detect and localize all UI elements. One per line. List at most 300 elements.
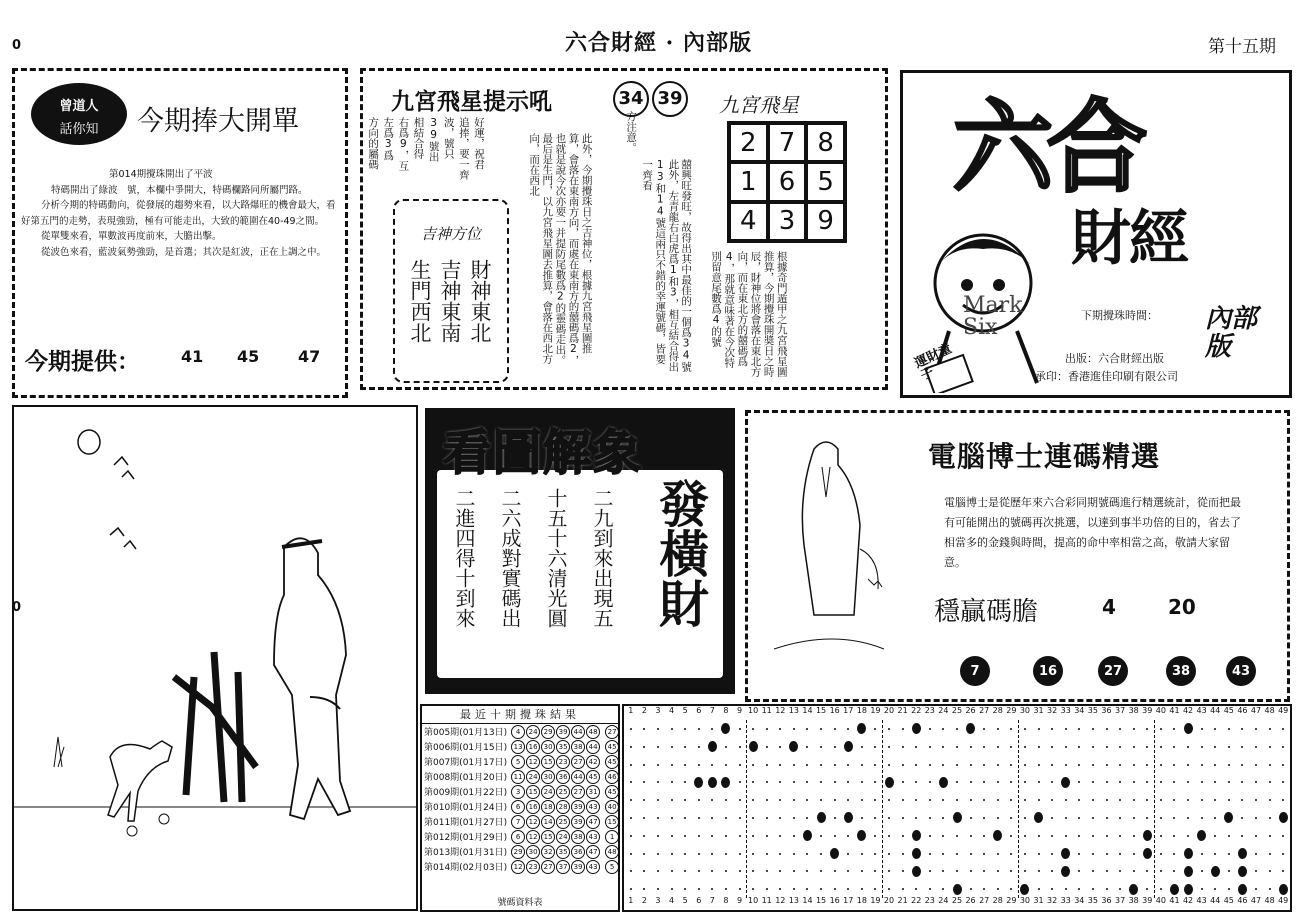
chart-grid-dot [1051, 835, 1053, 837]
star-text-col: 39號出 [427, 117, 440, 162]
chart-grid-dot [671, 728, 673, 730]
direction-label: 財神 [468, 259, 492, 301]
chart-grid-dot [1119, 853, 1121, 855]
chart-grid-dot [752, 817, 754, 819]
chart-grid-dot [1269, 781, 1271, 783]
chart-column-label: 19 [870, 706, 881, 715]
chart-grid-dot [1146, 817, 1148, 819]
chart-grid-dot [1092, 781, 1094, 783]
period-cell: 第005期(01月13日) [424, 728, 508, 738]
chart-hit-mark [1129, 884, 1138, 895]
chart-grid-dot [766, 799, 768, 801]
table-row [422, 739, 622, 754]
chart-grid-dot [1106, 764, 1108, 766]
grid-cell: 7 [768, 123, 807, 162]
chart-grid-dot [983, 853, 985, 855]
chart-column-label: 23 [924, 706, 935, 715]
chart-column-label: 40 [1155, 706, 1166, 715]
chart-grid-dot [739, 870, 741, 872]
chart-grid-dot [1106, 781, 1108, 783]
chart-grid-dot [793, 888, 795, 890]
chart-grid-dot [793, 817, 795, 819]
chart-grid-dot [766, 835, 768, 837]
chart-column-label: 45 [1223, 896, 1234, 905]
chart-grid-dot [671, 746, 673, 748]
chart-grid-dot [1201, 764, 1203, 766]
chart-grid-dot [1065, 799, 1067, 801]
chart-grid-dot [1010, 728, 1012, 730]
riddle-char: 到 [590, 528, 614, 548]
chart-column-label: 8 [723, 706, 729, 715]
chart-column-label: 13 [788, 706, 799, 715]
chart-grid-dot [1119, 835, 1121, 837]
drawn-number: 14 [541, 815, 555, 829]
chart-grid-dot [997, 764, 999, 766]
direction-label: 生門 [408, 259, 432, 301]
publisher: 出版：六合財經出版 [1065, 352, 1164, 365]
table-row [422, 754, 622, 769]
numbers-cell [509, 754, 603, 769]
chart-grid-dot [1160, 888, 1162, 890]
chart-grid-dot [942, 835, 944, 837]
chart-grid-dot [942, 799, 944, 801]
chart-grid-dot [752, 835, 754, 837]
chart-grid-dot [956, 781, 958, 783]
drawn-number: 48 [586, 725, 600, 739]
chart-column-label: 48 [1264, 896, 1275, 905]
special-number: 5 [605, 860, 619, 874]
chart-grid-dot [643, 835, 645, 837]
chart-grid-dot [970, 888, 972, 890]
chart-grid-dot [997, 853, 999, 855]
table-row [422, 784, 622, 799]
chart-grid-dot [1078, 817, 1080, 819]
chart-grid-dot [902, 817, 904, 819]
chart-grid-dot [1133, 817, 1135, 819]
chart-grid-dot [970, 835, 972, 837]
chart-hit-mark [830, 848, 839, 859]
drawn-number: 38 [571, 740, 585, 754]
chart-grid-dot [671, 853, 673, 855]
chart-grid-dot [1255, 888, 1257, 890]
chart-column-label: 44 [1210, 896, 1221, 905]
drawn-number: 29 [511, 845, 525, 859]
provide-label: 今期提供： [25, 349, 140, 375]
chart-grid-dot [711, 764, 713, 766]
chart-column-label: 29 [1006, 896, 1017, 905]
chart-hit-mark [1238, 884, 1247, 895]
drawn-number: 7 [511, 815, 525, 829]
chart-column-label: 44 [1210, 706, 1221, 715]
chart-grid-dot [1241, 817, 1243, 819]
chart-grid-dot [861, 764, 863, 766]
chart-grid-dot [630, 888, 632, 890]
chart-grid-dot [630, 764, 632, 766]
chart-grid-dot [739, 799, 741, 801]
logo-sub: 財經 [1071, 204, 1187, 274]
table-row [422, 829, 622, 844]
chart-column-label: 15 [815, 706, 827, 715]
drawn-number: 12 [526, 755, 540, 769]
chart-grid-dot [1269, 799, 1271, 801]
chart-grid-dot [1269, 728, 1271, 730]
chart-grid-dot [671, 870, 673, 872]
chart-column-label: 8 [723, 896, 729, 905]
results-panel [420, 704, 620, 912]
period-cell: 第013期(01月31日) [424, 848, 508, 858]
chart-column-label: 45 [1223, 706, 1234, 715]
steady-number: 4 [1102, 595, 1116, 619]
results-footer: 號碼資料表 [497, 898, 543, 908]
chart-hit-mark [1238, 848, 1247, 859]
chart-column-label: 38 [1128, 706, 1139, 715]
chart-grid-dot [1173, 728, 1175, 730]
chart-grid-dot [1214, 817, 1216, 819]
chart-grid-dot [1010, 799, 1012, 801]
chart-grid-dot [1106, 835, 1108, 837]
riddle-char: 到 [452, 588, 476, 608]
chart-grid-dot [1078, 799, 1080, 801]
directions-box [393, 199, 509, 383]
chart-grid-dot [874, 799, 876, 801]
chart-grid-dot [861, 817, 863, 819]
chart-grid-dot [1133, 746, 1135, 748]
chart-hit-mark [885, 777, 894, 788]
table-row [422, 844, 622, 859]
chart-column-label: 13 [788, 896, 799, 905]
chart-hit-mark [1143, 830, 1152, 841]
chart-column-label: 20 [883, 896, 895, 905]
chart-column-label: 25 [951, 896, 963, 905]
chart-header-numbers [624, 706, 1290, 720]
chart-grid-dot [1078, 746, 1080, 748]
provide-number: 45 [237, 347, 260, 366]
chart-grid-dot [1214, 853, 1216, 855]
riddle-char: 二 [590, 488, 614, 508]
chart-grid-dot [997, 746, 999, 748]
chart-grid-dot [1269, 835, 1271, 837]
steady-number: 20 [1168, 595, 1196, 619]
drawn-number: 45 [586, 770, 600, 784]
chart-grid-dot [643, 746, 645, 748]
chart-grid-dot [779, 728, 781, 730]
special-cell [603, 739, 622, 754]
chart-hit-mark [1061, 777, 1070, 788]
numbers-cell [509, 724, 603, 739]
chart-grid-dot [1282, 728, 1284, 730]
chart-grid-dot [820, 746, 822, 748]
chart-grid-dot [684, 799, 686, 801]
chart-column-label: 16 [829, 896, 840, 905]
chart-grid-dot [1255, 799, 1257, 801]
chart-grid-dot [1269, 746, 1271, 748]
chart-grid-dot [630, 781, 632, 783]
chart-column-label: 23 [924, 896, 935, 905]
chart-grid-dot [929, 746, 931, 748]
chart-grid-dot [630, 799, 632, 801]
chart-column-label: 19 [870, 896, 881, 905]
chart-grid-dot [874, 835, 876, 837]
chart-grid-dot [1092, 888, 1094, 890]
chart-grid-dot [630, 817, 632, 819]
chart-grid-dot [1024, 781, 1026, 783]
chart-grid-dot [888, 817, 890, 819]
chart-grid-dot [1051, 817, 1053, 819]
chart-column-label: 28 [992, 896, 1003, 905]
chart-grid-dot [915, 781, 917, 783]
chart-grid-dot [1051, 728, 1053, 730]
chart-grid-dot [847, 835, 849, 837]
chart-grid-dot [698, 835, 700, 837]
special-number: 40 [605, 800, 619, 814]
chart-grid-dot [1228, 870, 1230, 872]
chart-grid-dot [861, 888, 863, 890]
drawn-number: 18 [541, 800, 555, 814]
chart-column-label: 35 [1087, 896, 1098, 905]
chart-column-label: 16 [829, 706, 840, 715]
star-text-left [366, 117, 485, 201]
drawn-number: 39 [571, 860, 585, 874]
drawn-number: 24 [541, 785, 555, 799]
chart-grid-dot [806, 870, 808, 872]
numbers-cell [509, 799, 603, 814]
chart-grid-dot [983, 799, 985, 801]
chart-grid-dot [1201, 799, 1203, 801]
chart-hit-mark [966, 723, 975, 734]
special-cell [603, 784, 622, 799]
drawn-number: 6 [511, 800, 525, 814]
chart-grid-dot [1146, 888, 1148, 890]
chart-grid-dot [739, 764, 741, 766]
chart-column-label: 31 [1033, 896, 1044, 905]
chart-grid-dot [1228, 835, 1230, 837]
chart-grid-dot [657, 817, 659, 819]
chart-grid-dot [643, 817, 645, 819]
grid-cell: 1 [729, 162, 768, 201]
chart-grid-dot [806, 746, 808, 748]
chart-divider [1154, 720, 1155, 898]
chart-grid-dot [1214, 799, 1216, 801]
chart-hit-mark [721, 777, 730, 788]
chart-grid-dot [902, 835, 904, 837]
chart-grid-dot [929, 853, 931, 855]
chart-grid-dot [1228, 746, 1230, 748]
drawn-number: 25 [556, 785, 570, 799]
riddle-char: 六 [498, 508, 522, 528]
chart-column-label: 21 [897, 706, 908, 715]
chart-grid-dot [902, 746, 904, 748]
chart-grid-dot [779, 853, 781, 855]
drawn-number: 31 [586, 785, 600, 799]
chart-grid-dot [630, 870, 632, 872]
star-text-col: 好運，祝君 [473, 117, 485, 170]
period-cell: 第010期(01月24日) [424, 803, 508, 813]
chart-grid-dot [1092, 853, 1094, 855]
scholar-illustration [14, 407, 416, 909]
chart-grid-dot [820, 853, 822, 855]
chart-grid-dot [1146, 799, 1148, 801]
chart-column-label: 10 [748, 706, 759, 715]
chart-grid-dot [929, 817, 931, 819]
chart-grid-dot [1269, 870, 1271, 872]
chart-hit-mark [1211, 866, 1220, 877]
riddle-big-text: 發橫財 [651, 478, 710, 628]
chart-grid-dot [847, 781, 849, 783]
chart-grid-dot [779, 835, 781, 837]
chart-grid-dot [671, 764, 673, 766]
chart-grid-dot [698, 764, 700, 766]
numbers-cell [509, 829, 603, 844]
chart-grid-dot [684, 817, 686, 819]
period-cell: 第014期(02月03日) [424, 863, 508, 873]
chart-grid-dot [657, 853, 659, 855]
chart-column-label: 30 [1019, 896, 1031, 905]
chart-grid-dot [725, 853, 727, 855]
chart-column-label: 37 [1114, 706, 1126, 715]
chart-grid-dot [725, 764, 727, 766]
chart-grid-dot [1092, 835, 1094, 837]
tips-para: 特碼開出了綠波 號，本欄中爭開大，特碼欄路同所屬門路。 [51, 184, 308, 196]
special-cell [603, 844, 622, 859]
chart-grid-dot [1173, 746, 1175, 748]
chart-divider [746, 720, 747, 898]
chart-grid-dot [1119, 746, 1121, 748]
special-cell [603, 799, 622, 814]
chart-grid-dot [684, 870, 686, 872]
drawn-number: 28 [556, 800, 570, 814]
chart-grid-dot [698, 853, 700, 855]
chart-grid-dot [956, 764, 958, 766]
results-title: 最近十期攪珠結果 [422, 706, 618, 724]
chart-grid-dot [942, 764, 944, 766]
chart-grid-dot [806, 799, 808, 801]
chart-column-label: 27 [979, 896, 990, 905]
printer: 承印：香港進佳印刷有限公司 [1035, 370, 1178, 383]
drawn-number: 38 [571, 830, 585, 844]
chart-column-label: 43 [1196, 896, 1207, 905]
chart-grid-dot [1024, 746, 1026, 748]
chart-grid-dot [1065, 888, 1067, 890]
chart-grid-dot [1038, 781, 1040, 783]
chart-column-label: 11 [761, 896, 772, 905]
chart-grid-dot [1106, 746, 1108, 748]
bubble-line1: 曾道人 [59, 99, 99, 114]
chart-grid-dot [630, 728, 632, 730]
chart-grid-dot [997, 870, 999, 872]
chart-column-label: 18 [856, 706, 867, 715]
star-text-col: 追捧，要一齊 [457, 117, 470, 180]
chart-grid-dot [1119, 781, 1121, 783]
chart-hit-mark [1184, 723, 1193, 734]
chart-grid-dot [1160, 764, 1162, 766]
riddle-col [543, 488, 569, 628]
chart-grid-dot [793, 835, 795, 837]
chart-grid-dot [1255, 835, 1257, 837]
chart-grid-dot [1038, 835, 1040, 837]
chart-column-label: 24 [938, 896, 949, 905]
chart-grid-dot [1282, 746, 1284, 748]
chart-grid-dot [1010, 817, 1012, 819]
chart-grid-dot [1241, 799, 1243, 801]
picks-body: 電腦博士是從歷年來六合彩同期號碼進行精選統計，從而把最有可能開出的號碼再次挑選，以達到事半功倍的目的，省去了相當多的金錢與時間，提高的命中率相當之高，敬請大家留意。 [944, 496, 1241, 569]
grid-cell: 4 [729, 202, 768, 241]
special-cell [603, 859, 622, 874]
chart-grid-dot [997, 817, 999, 819]
chart-grid-dot [1133, 781, 1135, 783]
illustration-panel [12, 405, 418, 911]
chart-grid-dot [739, 817, 741, 819]
chart-grid-dot [793, 764, 795, 766]
chart-grid-dot [1173, 835, 1175, 837]
chart-grid-dot [1051, 888, 1053, 890]
chart-grid-dot [725, 817, 727, 819]
chart-grid-dot [847, 728, 849, 730]
special-number: 1 [605, 830, 619, 844]
chart-hit-mark [857, 723, 866, 734]
chart-grid-dot [1051, 746, 1053, 748]
drawn-number: 15 [526, 785, 540, 799]
chart-grid-dot [630, 746, 632, 748]
chart-grid-dot [929, 764, 931, 766]
chart-grid-dot [1255, 853, 1257, 855]
chart-column-label: 49 [1278, 896, 1289, 905]
chart-grid-dot [983, 781, 985, 783]
chart-grid-dot [956, 728, 958, 730]
chart-grid-dot [929, 870, 931, 872]
chart-grid-dot [1214, 781, 1216, 783]
chart-grid-dot [1133, 799, 1135, 801]
drawn-number: 44 [571, 770, 585, 784]
chart-grid-dot [806, 888, 808, 890]
drawn-number: 12 [526, 830, 540, 844]
direction-label: 吉神 [438, 259, 462, 301]
chart-hit-mark [912, 866, 921, 877]
chart-column-label: 39 [1142, 896, 1153, 905]
chart-grid-dot [874, 728, 876, 730]
chart-grid-dot [657, 764, 659, 766]
chart-grid-dot [1187, 781, 1189, 783]
chart-grid-dot [725, 835, 727, 837]
drawn-number: 27 [571, 755, 585, 769]
drawn-number: 47 [586, 845, 600, 859]
chart-grid-dot [1106, 799, 1108, 801]
chart-grid-dot [684, 853, 686, 855]
page-title: 六合財經 · 內部版 [565, 30, 752, 56]
chart-grid-dot [1214, 764, 1216, 766]
chart-grid-dot [847, 764, 849, 766]
chart-hit-mark [817, 812, 826, 823]
riddle-char: 五 [590, 608, 614, 628]
star-text-right: 此外，左青龍右白虎爲1和3，相互結合得出13和14號這兩只不錯的幸運號碼，皆要一齊看 [641, 159, 680, 372]
drawn-number: 23 [556, 755, 570, 769]
numbers-cell [509, 769, 603, 784]
chart-grid-dot [698, 746, 700, 748]
chart-grid-dot [779, 870, 781, 872]
drawn-number: 27 [571, 785, 585, 799]
period-cell: 第006期(01月15日) [424, 743, 508, 753]
star-text-col: 相結合得 [412, 117, 425, 159]
chart-grid-dot [1241, 746, 1243, 748]
grid-cell: 9 [806, 202, 845, 241]
chart-grid-dot [766, 888, 768, 890]
chart-grid-dot [1078, 728, 1080, 730]
chart-grid-dot [983, 728, 985, 730]
chart-grid-dot [671, 817, 673, 819]
chart-grid-dot [1282, 799, 1284, 801]
chart-grid-dot [834, 817, 836, 819]
chart-column-label: 35 [1087, 706, 1098, 715]
chart-grid-dot [657, 888, 659, 890]
